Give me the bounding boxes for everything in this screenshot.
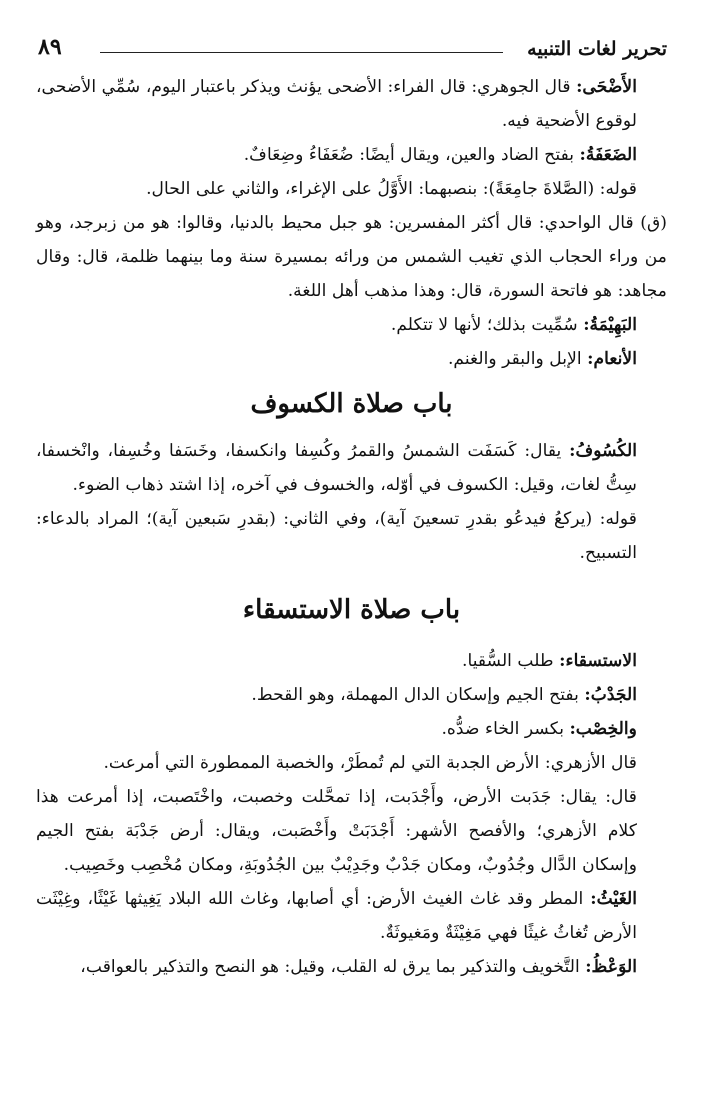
header-title: تحرير لغات التنبيه: [527, 38, 667, 60]
entry-term: الأنعام:: [587, 349, 637, 369]
entry-term: والخِصْب:: [569, 719, 637, 739]
entry-bahima: [36, 308, 667, 342]
entry-text: المطر وقد غاث الغيث الأرض: أي أصابها، وغاث الله البلاد يَغِيثها غَيْثًا، وغِيْثَت الأرض تُغاثُ غيثًا فهي مَغِيْثَةٌ ومَغيوثَةٌ.: [36, 889, 637, 943]
chapter-title-istisqa: باب صلاة الاستسقاء: [242, 595, 461, 625]
entry-text: الإبل والبقر والغنم.: [447, 349, 588, 369]
entry-azhari: [36, 746, 667, 780]
entry-term: الاستسقاء:: [559, 651, 637, 671]
entry-term: الأَضْحَى:: [576, 77, 637, 97]
entry-term: الجَدْبُ:: [584, 685, 637, 705]
entry-istisqa: [36, 644, 667, 678]
entry-text: سُمِّيت بذلك؛ لأنها لا تتكلم.: [390, 315, 584, 335]
entry-term: الضَعَفَةُ:: [579, 145, 637, 165]
chapter-title-kusuf: باب صلاة الكسوف: [250, 389, 453, 419]
entry-al-daafa: [36, 138, 667, 172]
entry-text: (ق) قال الواحدي: قال أكثر المفسرين: هو جبل محيط بالدنيا، وقالوا: هو من زبرجد، وهو من وراء الحجاب الذي تغيب الشمس من ورائه بمسيرة سنة وما بينهما ظلمة، قال: وقال مجاهد: هو فاتحة السورة، قال: وهذا مذهب أهل اللغة.: [36, 213, 667, 301]
header-rule: [100, 52, 503, 53]
entry-qaf: [36, 206, 667, 308]
entry-waaz: [36, 950, 667, 984]
entry-text: قال: يقال: جَدَبت الأرض، وأَجْدَبت، إذا تمحَّلت وخصبت، واخْتَصبت، إذا أمرعت هذا كلام الأزهري؛ والأفصح الأشهر: أَجْدَبَتْ وأَخْصَبت، ويقال: أرض جَدْبَة بفتح الجيم وإسكان الدَّال وجُدُوبٌ، ومكان جَدْبٌ وجَدِيْبٌ بين الجُدُوبَةِ، ومكان مُخْصِب وخَصِيب.: [36, 787, 637, 875]
entry-jadb: [36, 678, 667, 712]
entry-text: التَّخويف والتذكير بما يرق له القلب، وقيل: هو النصح والتذكير بالعواقب،: [80, 957, 586, 977]
entry-text: طلب السُّقيا.: [462, 651, 560, 671]
running-header: [36, 30, 667, 70]
entry-text: قوله: (الصَّلاةَ جامِعَةً): بنصبهما: الأَوَّلُ على الإغراء، والثاني على الحال.: [146, 179, 637, 199]
page-number: ٨٩: [38, 34, 62, 60]
entry-term: الغَيْثُ:: [590, 889, 637, 909]
entry-rukoo: [36, 502, 667, 570]
entry-term: الكُسُوفُ:: [569, 441, 637, 461]
entry-khisb: [36, 712, 667, 746]
entry-term: الوَعْظُ:: [585, 957, 637, 977]
entry-text: قال الأزهري: الأرض الجدبة التي لم تُمطَرْ، والخصبة الممطورة التي أمرعت.: [103, 753, 637, 773]
entry-text: قال الجوهري: قال الفراء: الأضحى يؤنث ويذكر باعتبار اليوم، سُمِّي الأضحى، لوقوع الأضحية فيه.: [36, 77, 637, 131]
book-page: [36, 30, 667, 1114]
entry-text: بفتح الضاد والعين، ويقال أيضًا: ضُعَفَاءُ وضِعَافٌ.: [243, 145, 580, 165]
entry-text: يقال: كَسَفَت الشمسُ والقمرُ وكُسِفا وانكسفا، وخَسَفا وخُسِفا، وانْخسفا، سِتُّ لغات، وقيل: الكسوف في أوّله، والخسوف في آخره، إذا اشتد ذهاب الضوء.: [36, 441, 637, 495]
entry-salat-jamia: [36, 172, 667, 206]
entry-yuqal: [36, 780, 667, 882]
entry-text: بفتح الجيم وإسكان الدال المهملة، وهو القحط.: [251, 685, 585, 705]
entry-anam: [36, 342, 667, 376]
entry-text: قوله: (يركعُ فيدعُو بقدرِ تسعينَ آية)، وفي الثاني: (بقدرِ سَبعين آية)؛ المراد بالدعاء: التسبيح.: [36, 509, 637, 563]
entry-term: البَهِيْمَةُ:: [583, 315, 637, 335]
entry-al-adha: [36, 70, 667, 138]
entry-text: بكسر الخاء ضدُّه.: [441, 719, 570, 739]
entry-ghayth: [36, 882, 667, 950]
entry-kusuf: [36, 434, 667, 502]
